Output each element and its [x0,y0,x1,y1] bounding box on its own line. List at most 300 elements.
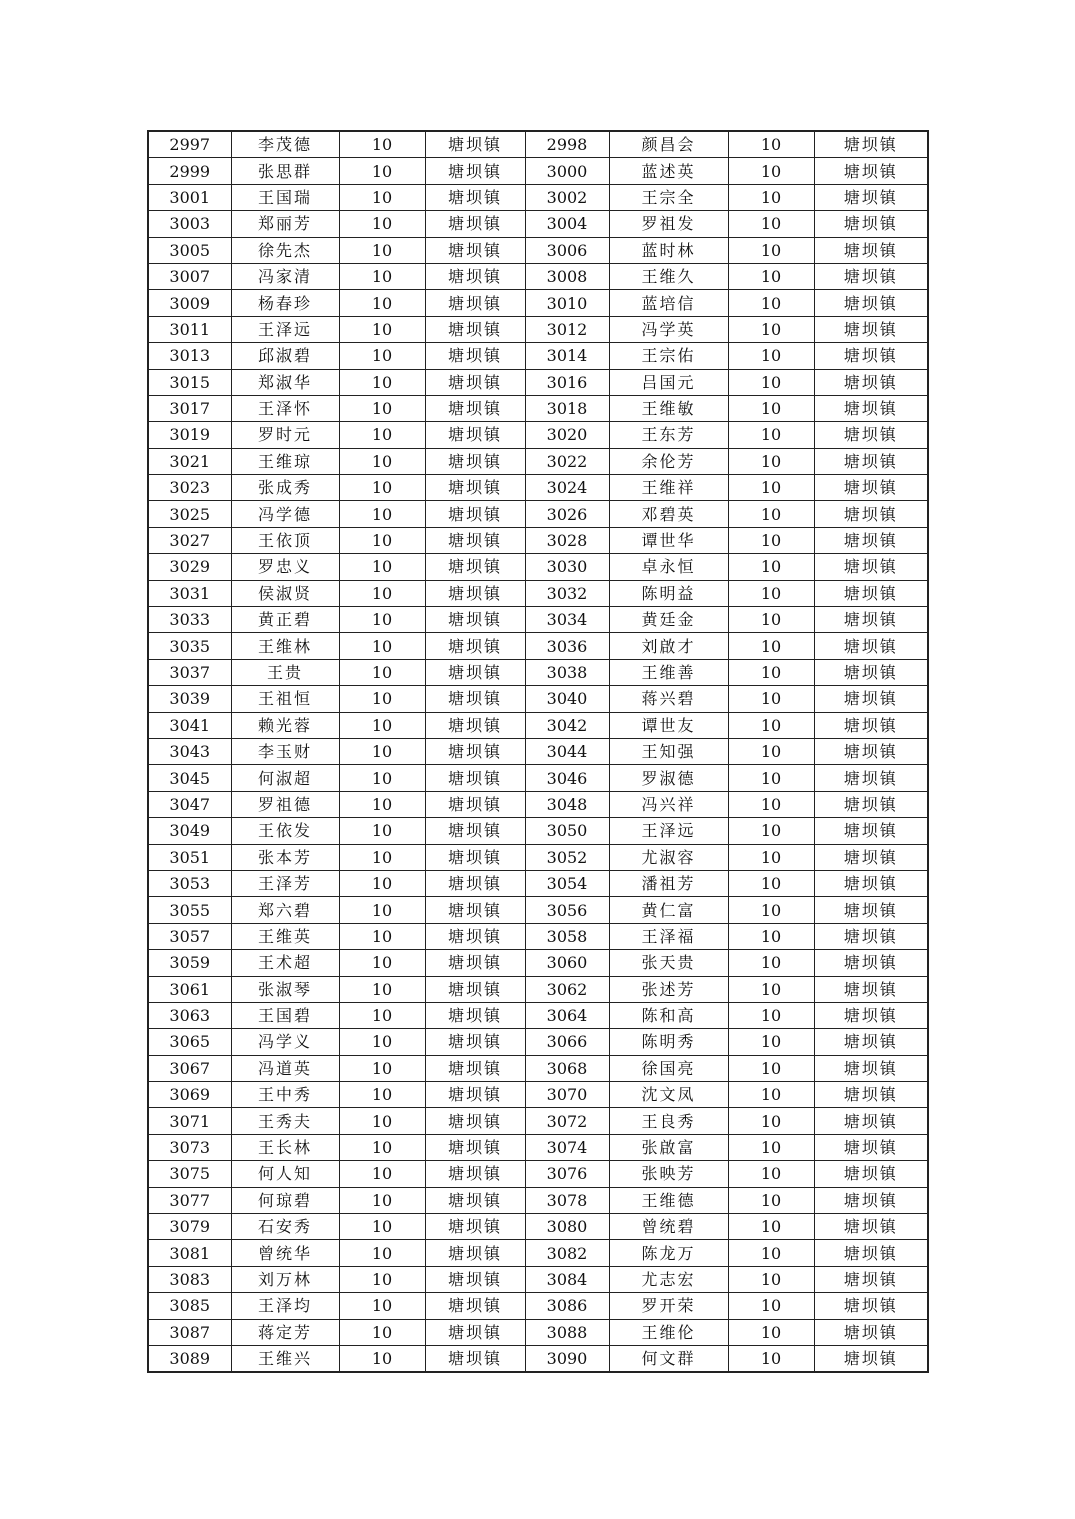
record-name: 冯学英 [609,316,728,342]
table-row [148,950,928,976]
record-name: 王维祥 [609,475,728,501]
record-name: 邓碧英 [609,501,728,527]
record-amount: 10 [728,844,814,870]
record-amount: 10 [728,791,814,817]
record-name: 王良秀 [609,1108,728,1134]
record-id: 3068 [525,1055,609,1081]
record-id: 3063 [148,1002,231,1028]
record-amount: 10 [339,633,425,659]
record-name: 王国碧 [231,1002,339,1028]
record-id: 3055 [148,897,231,923]
record-name: 潘祖芳 [609,870,728,896]
record-town: 塘坝镇 [814,633,928,659]
record-amount: 10 [728,131,814,158]
record-id: 3000 [525,158,609,184]
table-row [148,158,928,184]
record-id: 3006 [525,237,609,263]
record-town: 塘坝镇 [425,422,525,448]
record-id: 3023 [148,475,231,501]
record-amount: 10 [339,369,425,395]
record-id: 3056 [525,897,609,923]
record-amount: 10 [728,422,814,448]
record-amount: 10 [339,527,425,553]
record-amount: 10 [339,765,425,791]
record-id: 3077 [148,1187,231,1213]
record-town: 塘坝镇 [425,870,525,896]
record-town: 塘坝镇 [425,369,525,395]
record-town: 塘坝镇 [425,131,525,158]
record-town: 塘坝镇 [814,1161,928,1187]
table-row [148,316,928,342]
record-name: 颜昌会 [609,131,728,158]
record-town: 塘坝镇 [814,950,928,976]
record-town: 塘坝镇 [814,1293,928,1319]
record-amount: 10 [728,1029,814,1055]
table-row [148,501,928,527]
record-name: 蒋定芳 [231,1319,339,1345]
table-row [148,422,928,448]
record-town: 塘坝镇 [814,1345,928,1372]
record-name: 王依顶 [231,527,339,553]
record-amount: 10 [728,765,814,791]
record-id: 3052 [525,844,609,870]
record-name: 谭世华 [609,527,728,553]
record-name: 王宗佑 [609,343,728,369]
record-town: 塘坝镇 [425,184,525,210]
record-name: 陈龙万 [609,1240,728,1266]
record-amount: 10 [339,1345,425,1372]
record-id: 3088 [525,1319,609,1345]
record-amount: 10 [728,527,814,553]
table-row [148,1345,928,1372]
record-amount: 10 [728,818,814,844]
record-amount: 10 [339,1187,425,1213]
record-id: 3036 [525,633,609,659]
record-amount: 10 [728,607,814,633]
record-name: 曾统华 [231,1240,339,1266]
record-name: 王东芳 [609,422,728,448]
record-town: 塘坝镇 [425,158,525,184]
record-town: 塘坝镇 [425,765,525,791]
table-row [148,211,928,237]
record-amount: 10 [339,1108,425,1134]
record-amount: 10 [339,897,425,923]
record-name: 尤志宏 [609,1266,728,1292]
record-amount: 10 [728,1055,814,1081]
record-name: 王贵 [231,659,339,685]
record-name: 王知强 [609,738,728,764]
record-amount: 10 [339,870,425,896]
table-row [148,1002,928,1028]
table-row [148,897,928,923]
record-name: 王维英 [231,923,339,949]
record-town: 塘坝镇 [814,237,928,263]
record-amount: 10 [728,1134,814,1160]
roster-table [147,130,929,1373]
record-town: 塘坝镇 [814,897,928,923]
record-town: 塘坝镇 [425,1082,525,1108]
record-town: 塘坝镇 [814,343,928,369]
record-town: 塘坝镇 [425,818,525,844]
record-amount: 10 [728,1345,814,1372]
record-id: 3054 [525,870,609,896]
record-name: 张思群 [231,158,339,184]
record-name: 郑丽芳 [231,211,339,237]
record-amount: 10 [339,422,425,448]
record-town: 塘坝镇 [814,1187,928,1213]
record-town: 塘坝镇 [814,1319,928,1345]
record-name: 冯学德 [231,501,339,527]
record-amount: 10 [728,316,814,342]
record-town: 塘坝镇 [814,659,928,685]
record-name: 何淑超 [231,765,339,791]
record-name: 冯学义 [231,1029,339,1055]
record-name: 罗开荣 [609,1293,728,1319]
record-amount: 10 [339,844,425,870]
table-row [148,818,928,844]
table-row [148,923,928,949]
record-town: 塘坝镇 [814,1240,928,1266]
record-town: 塘坝镇 [814,844,928,870]
record-id: 3038 [525,659,609,685]
record-name: 罗时元 [231,422,339,448]
record-name: 张本芳 [231,844,339,870]
record-town: 塘坝镇 [425,844,525,870]
record-town: 塘坝镇 [425,738,525,764]
table-row [148,237,928,263]
record-amount: 10 [728,554,814,580]
record-name: 黄正碧 [231,607,339,633]
record-amount: 10 [339,131,425,158]
record-amount: 10 [339,1319,425,1345]
table-row [148,607,928,633]
record-name: 王依发 [231,818,339,844]
record-id: 3015 [148,369,231,395]
record-amount: 10 [728,448,814,474]
record-amount: 10 [728,290,814,316]
record-amount: 10 [728,1108,814,1134]
record-amount: 10 [339,316,425,342]
record-name: 何人知 [231,1161,339,1187]
record-town: 塘坝镇 [425,633,525,659]
record-name: 赖光蓉 [231,712,339,738]
record-name: 沈文凤 [609,1082,728,1108]
record-id: 3071 [148,1108,231,1134]
record-town: 塘坝镇 [814,1002,928,1028]
record-name: 王泽福 [609,923,728,949]
record-name: 罗祖发 [609,211,728,237]
record-town: 塘坝镇 [814,580,928,606]
record-town: 塘坝镇 [814,554,928,580]
record-town: 塘坝镇 [425,1161,525,1187]
record-id: 3076 [525,1161,609,1187]
record-amount: 10 [728,897,814,923]
record-id: 3020 [525,422,609,448]
record-id: 3061 [148,976,231,1002]
record-name: 王国瑞 [231,184,339,210]
record-town: 塘坝镇 [425,976,525,1002]
record-amount: 10 [339,158,425,184]
record-amount: 10 [728,475,814,501]
record-amount: 10 [728,369,814,395]
record-id: 3012 [525,316,609,342]
record-amount: 10 [339,1214,425,1240]
table-row [148,554,928,580]
record-amount: 10 [339,395,425,421]
record-name: 王泽芳 [231,870,339,896]
record-amount: 10 [728,343,814,369]
record-id: 3070 [525,1082,609,1108]
record-name: 王秀夫 [231,1108,339,1134]
table-row [148,580,928,606]
record-amount: 10 [339,501,425,527]
record-name: 王维琼 [231,448,339,474]
record-amount: 10 [728,659,814,685]
record-name: 蓝述英 [609,158,728,184]
table-row [148,527,928,553]
table-row [148,395,928,421]
record-name: 王泽远 [231,316,339,342]
record-id: 3078 [525,1187,609,1213]
record-id: 3064 [525,1002,609,1028]
record-name: 王维德 [609,1187,728,1213]
record-town: 塘坝镇 [425,316,525,342]
record-amount: 10 [339,818,425,844]
record-id: 3025 [148,501,231,527]
record-town: 塘坝镇 [425,1029,525,1055]
record-town: 塘坝镇 [425,1319,525,1345]
record-name: 王维敏 [609,395,728,421]
record-town: 塘坝镇 [814,1055,928,1081]
record-town: 塘坝镇 [814,976,928,1002]
record-amount: 10 [339,184,425,210]
record-amount: 10 [339,554,425,580]
record-town: 塘坝镇 [814,738,928,764]
record-town: 塘坝镇 [425,395,525,421]
record-amount: 10 [339,237,425,263]
record-town: 塘坝镇 [425,686,525,712]
record-town: 塘坝镇 [814,1134,928,1160]
record-town: 塘坝镇 [425,1134,525,1160]
record-amount: 10 [339,580,425,606]
record-name: 曾统碧 [609,1214,728,1240]
table-row [148,131,928,158]
record-id: 3017 [148,395,231,421]
record-id: 3013 [148,343,231,369]
record-name: 张成秀 [231,475,339,501]
record-name: 罗淑德 [609,765,728,791]
record-town: 塘坝镇 [425,1240,525,1266]
table-row [148,1266,928,1292]
record-id: 3002 [525,184,609,210]
record-amount: 10 [728,923,814,949]
table-row [148,1029,928,1055]
record-name: 杨春珍 [231,290,339,316]
record-name: 石安秀 [231,1214,339,1240]
record-amount: 10 [339,976,425,1002]
record-id: 3022 [525,448,609,474]
record-town: 塘坝镇 [425,1345,525,1372]
record-amount: 10 [339,1134,425,1160]
record-id: 3053 [148,870,231,896]
record-name: 尤淑容 [609,844,728,870]
record-name: 郑淑华 [231,369,339,395]
record-town: 塘坝镇 [425,1266,525,1292]
table-row [148,343,928,369]
record-town: 塘坝镇 [425,897,525,923]
record-town: 塘坝镇 [814,607,928,633]
record-id: 3089 [148,1345,231,1372]
record-id: 3045 [148,765,231,791]
record-id: 3021 [148,448,231,474]
record-name: 王维善 [609,659,728,685]
record-town: 塘坝镇 [425,1293,525,1319]
record-town: 塘坝镇 [814,395,928,421]
record-name: 张述芳 [609,976,728,1002]
record-id: 3067 [148,1055,231,1081]
record-town: 塘坝镇 [814,791,928,817]
table-row [148,1293,928,1319]
table-row [148,633,928,659]
table-row [148,1187,928,1213]
record-town: 塘坝镇 [425,712,525,738]
record-name: 李玉财 [231,738,339,764]
record-town: 塘坝镇 [425,290,525,316]
record-id: 3048 [525,791,609,817]
record-name: 王泽均 [231,1293,339,1319]
record-amount: 10 [728,211,814,237]
record-id: 3062 [525,976,609,1002]
record-town: 塘坝镇 [425,448,525,474]
record-id: 3009 [148,290,231,316]
record-town: 塘坝镇 [814,870,928,896]
record-id: 3024 [525,475,609,501]
record-amount: 10 [728,501,814,527]
record-id: 3047 [148,791,231,817]
record-town: 塘坝镇 [814,527,928,553]
record-id: 3075 [148,1161,231,1187]
record-town: 塘坝镇 [814,131,928,158]
record-amount: 10 [728,1266,814,1292]
record-id: 3066 [525,1029,609,1055]
record-id: 3083 [148,1266,231,1292]
record-name: 王泽远 [609,818,728,844]
record-amount: 10 [339,791,425,817]
record-id: 3004 [525,211,609,237]
record-id: 3044 [525,738,609,764]
record-town: 塘坝镇 [814,158,928,184]
table-row [148,1082,928,1108]
record-id: 3073 [148,1134,231,1160]
table-row [148,184,928,210]
record-amount: 10 [339,686,425,712]
record-amount: 10 [728,1319,814,1345]
record-amount: 10 [339,1055,425,1081]
record-amount: 10 [728,1082,814,1108]
record-id: 3016 [525,369,609,395]
record-town: 塘坝镇 [425,263,525,289]
record-id: 3085 [148,1293,231,1319]
record-name: 冯兴祥 [609,791,728,817]
table-row [148,976,928,1002]
record-name: 蒋兴碧 [609,686,728,712]
record-id: 3007 [148,263,231,289]
record-amount: 10 [339,1240,425,1266]
record-amount: 10 [728,950,814,976]
record-amount: 10 [339,1082,425,1108]
record-name: 陈明秀 [609,1029,728,1055]
record-town: 塘坝镇 [425,659,525,685]
record-town: 塘坝镇 [814,369,928,395]
record-id: 3003 [148,211,231,237]
table-row [148,1108,928,1134]
record-amount: 10 [728,1002,814,1028]
record-town: 塘坝镇 [814,211,928,237]
table-row [148,1319,928,1345]
record-id: 3060 [525,950,609,976]
record-town: 塘坝镇 [814,818,928,844]
record-amount: 10 [339,1029,425,1055]
record-id: 3082 [525,1240,609,1266]
record-town: 塘坝镇 [814,501,928,527]
record-town: 塘坝镇 [814,1108,928,1134]
record-id: 3042 [525,712,609,738]
record-name: 王维兴 [231,1345,339,1372]
record-id: 3086 [525,1293,609,1319]
record-town: 塘坝镇 [425,554,525,580]
record-town: 塘坝镇 [425,580,525,606]
record-id: 3081 [148,1240,231,1266]
record-name: 黄廷金 [609,607,728,633]
record-name: 王长林 [231,1134,339,1160]
record-id: 3072 [525,1108,609,1134]
record-amount: 10 [339,950,425,976]
record-id: 3028 [525,527,609,553]
record-id: 3031 [148,580,231,606]
record-town: 塘坝镇 [814,1029,928,1055]
record-id: 3059 [148,950,231,976]
record-name: 余伦芳 [609,448,728,474]
record-id: 3011 [148,316,231,342]
record-amount: 10 [728,686,814,712]
record-name: 张天贵 [609,950,728,976]
record-id: 3032 [525,580,609,606]
record-town: 塘坝镇 [814,686,928,712]
record-name: 罗忠义 [231,554,339,580]
record-town: 塘坝镇 [814,1214,928,1240]
record-id: 3043 [148,738,231,764]
record-amount: 10 [728,158,814,184]
record-town: 塘坝镇 [425,527,525,553]
record-town: 塘坝镇 [425,1055,525,1081]
record-name: 郑六碧 [231,897,339,923]
record-name: 王宗全 [609,184,728,210]
record-amount: 10 [728,395,814,421]
table-row [148,1214,928,1240]
record-name: 罗祖德 [231,791,339,817]
record-amount: 10 [339,1293,425,1319]
record-town: 塘坝镇 [425,343,525,369]
record-town: 塘坝镇 [425,791,525,817]
record-name: 侯淑贤 [231,580,339,606]
record-town: 塘坝镇 [814,1082,928,1108]
table-row [148,712,928,738]
record-town: 塘坝镇 [425,1187,525,1213]
record-town: 塘坝镇 [814,290,928,316]
record-id: 3080 [525,1214,609,1240]
record-id: 3010 [525,290,609,316]
record-amount: 10 [728,633,814,659]
